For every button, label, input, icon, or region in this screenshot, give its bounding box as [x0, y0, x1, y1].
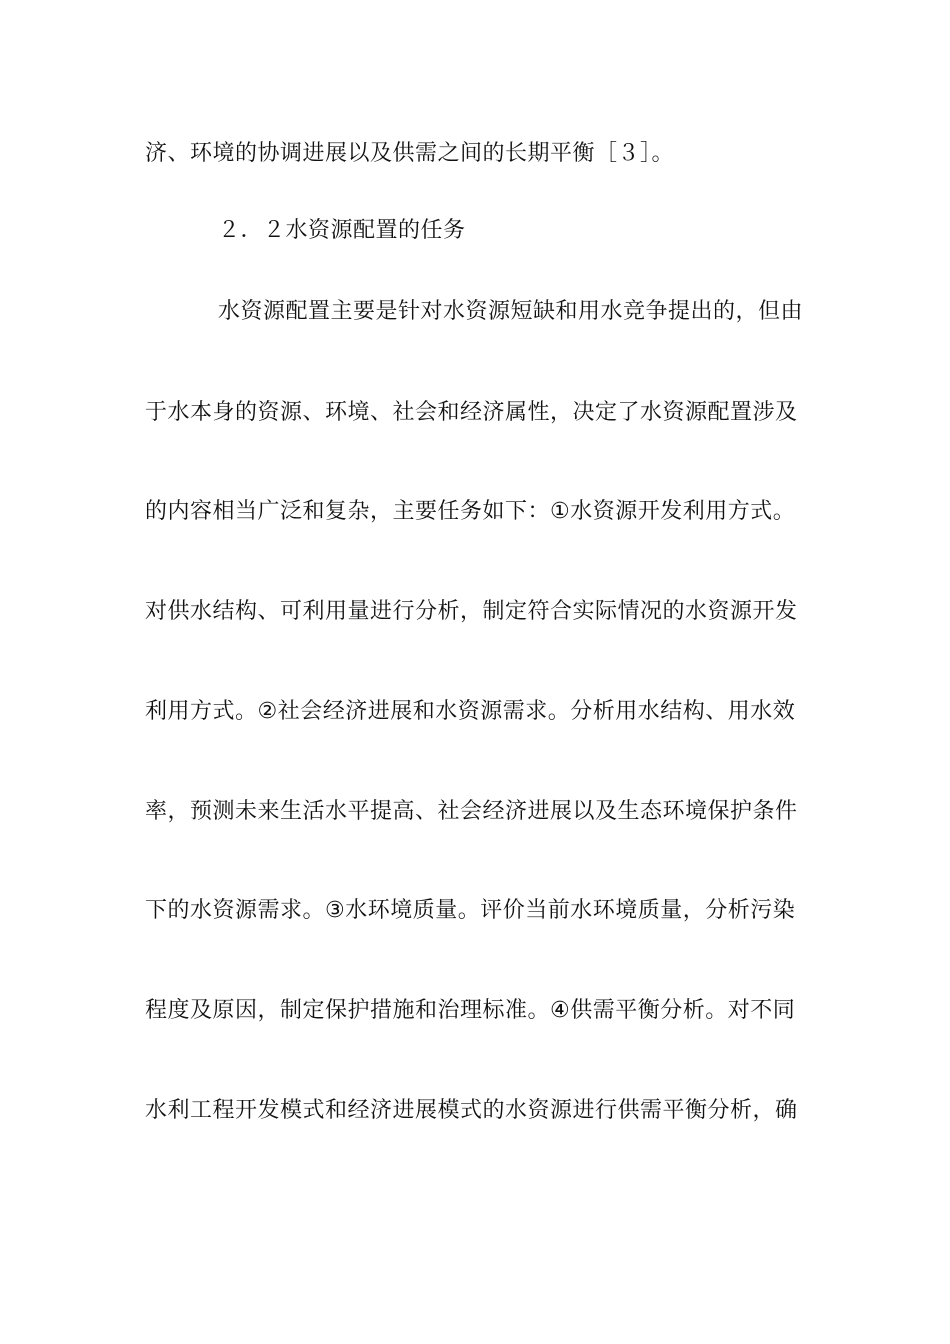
section-heading: ２．２水资源配置的任务 — [218, 218, 466, 243]
paragraph-line: 率，预测未来生活水平提高、社会经济进展以及生态环境保护条件 — [145, 799, 798, 824]
paragraph-line: 济、环境的协调进展以及供需之间的长期平衡［３］。 — [145, 141, 675, 166]
paragraph-line: 对供水结构、可利用量进行分析，制定符合实际情况的水资源开发 — [145, 599, 798, 624]
paragraph-line: 程度及原因，制定保护措施和治理标准。④供需平衡分析。对不同 — [145, 998, 796, 1023]
paragraph-line: 利用方式。②社会经济进展和水资源需求。分析用水结构、用水效 — [145, 699, 796, 724]
paragraph-line: 水资源配置主要是针对水资源短缺和用水竞争提出的，但由 — [218, 299, 804, 324]
paragraph-line: 的内容相当广泛和复杂，主要任务如下：①水资源开发利用方式。 — [145, 499, 796, 524]
paragraph-line: 于水本身的资源、环境、社会和经济属性，决定了水资源配置涉及 — [145, 400, 798, 425]
paragraph-line: 水利工程开发模式和经济进展模式的水资源进行供需平衡分析，确 — [145, 1098, 798, 1123]
paragraph-line: 下的水资源需求。③水环境质量。评价当前水环境质量，分析污染 — [145, 898, 796, 923]
